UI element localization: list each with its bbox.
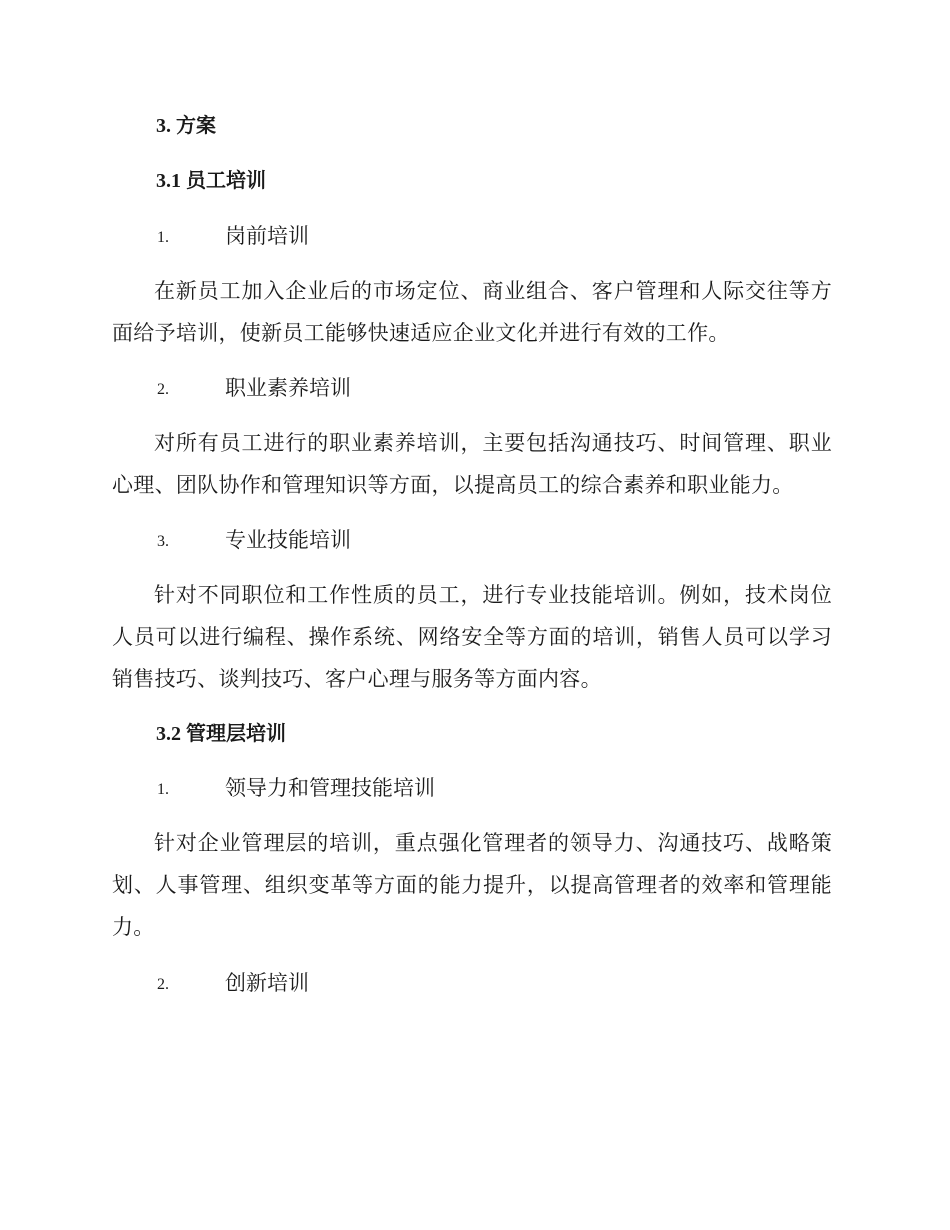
list-item-title: 领导力和管理技能培训 [225,776,435,800]
list-item-title: 创新培训 [225,971,309,995]
list-item-title: 专业技能培训 [225,528,351,552]
paragraph: 针对不同职位和工作性质的员工，进行专业技能培训。例如，技术岗位人员可以进行编程、操作系统、网络安全等方面的培训，销售人员可以学习销售技巧、谈判技巧、客户心理与服务等方面内容。 [112,583,832,691]
paragraph: 对所有员工进行的职业素养培训，主要包括沟通技巧、时间管理、职业心理、团队协作和管理知识等方面，以提高员工的综合素养和职业能力。 [112,431,832,497]
list-item-number: 1. [157,229,169,246]
list-item-title: 职业素养培训 [225,376,351,400]
section-heading [156,116,216,136]
subsection-heading [156,171,266,191]
list-item-number: 2. [157,976,169,993]
list-item-number: 3. [157,533,169,550]
list-item-number: 1. [157,781,169,798]
section-heading-text: 3. 方案 [156,115,216,137]
paragraph: 在新员工加入企业后的市场定位、商业组合、客户管理和人际交往等方面给予培训，使新员工能够快速适应企业文化并进行有效的工作。 [112,279,832,345]
list-item-number: 2. [157,381,169,398]
list-item-title: 岗前培训 [225,224,309,248]
subsection-heading [156,724,286,744]
subsection-heading-text: 3.2 管理层培训 [156,723,286,745]
paragraph: 针对企业管理层的培训，重点强化管理者的领导力、沟通技巧、战略策划、人事管理、组织变革等方面的能力提升，以提高管理者的效率和管理能力。 [112,831,832,939]
subsection-heading-text: 3.1 员工培训 [156,170,266,192]
